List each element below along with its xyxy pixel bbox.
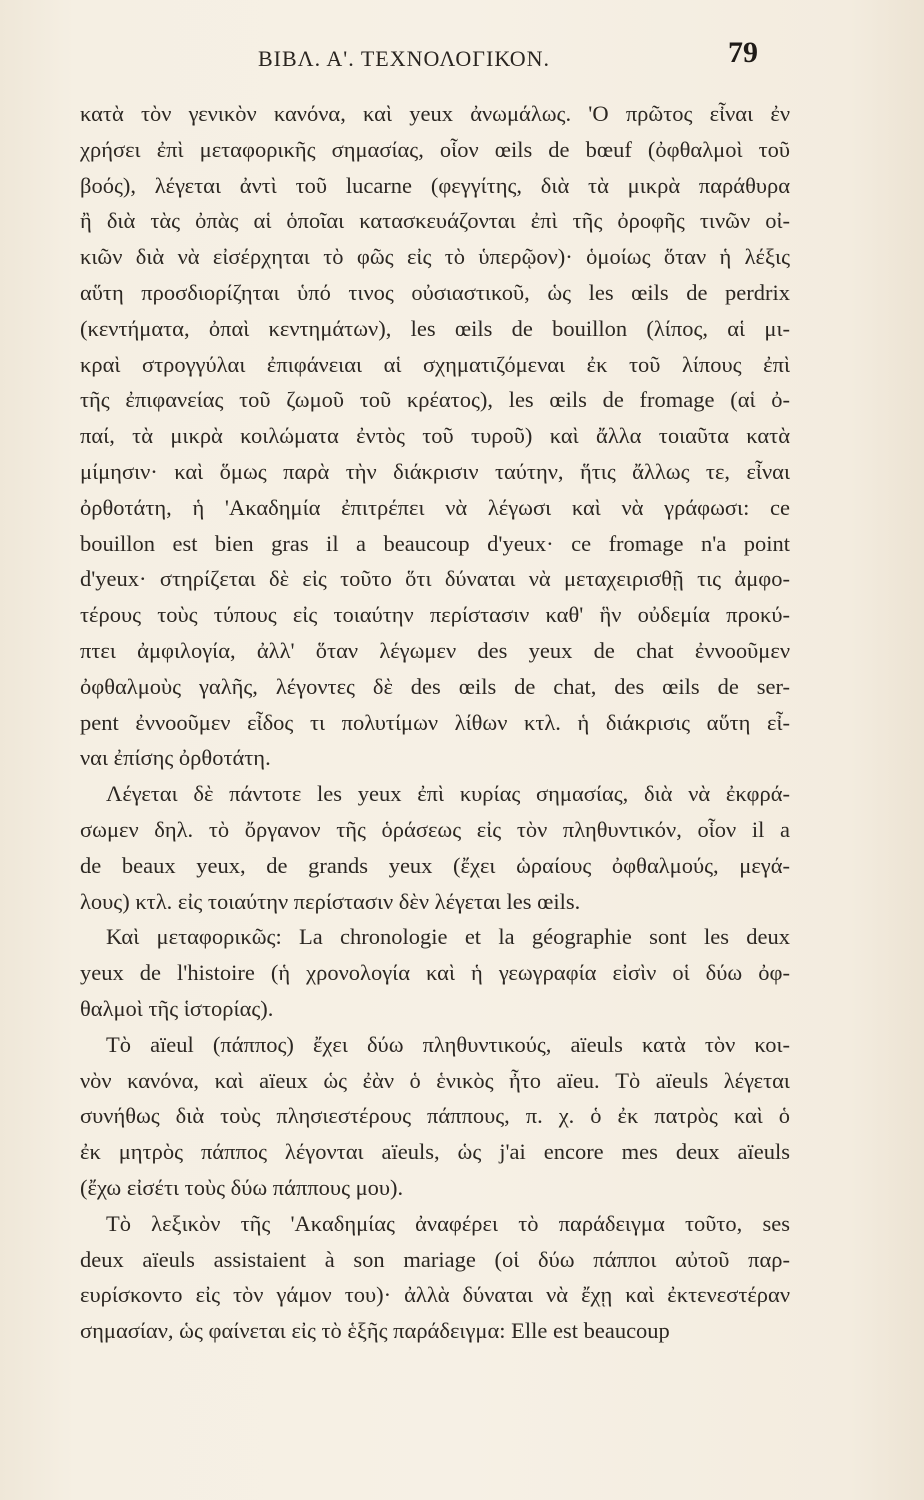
paragraph-3: [80, 919, 790, 1026]
text-line: συνήθως διὰ τοὺς πλησιεστέρους πάππους, π. χ. ὁ ἐκ πατρὸς καὶ ὁ: [80, 1103, 790, 1129]
text-line: ὀρθοτάτη, ἡ 'Ακαδημία ἐπιτρέπει νὰ λέγωσι καὶ νὰ γράφωσι: ce: [80, 494, 790, 520]
text-line: χρήσει ἐπὶ μεταφορικῆς σημασίας, οἷον œils de bœuf (ὀφθαλμοὶ τοῦ: [80, 136, 790, 162]
running-head: ΒΙΒΛ. Α'. ΤΕΧΝΟΛΟΓΙΚΟΝ.: [258, 46, 550, 71]
paragraph-2: [80, 776, 790, 919]
text-line: d'yeux· στηρίζεται δὲ εἰς τοῦτο ὅτι δύναται νὰ μεταχειρισθῇ τις ἀμφο-: [80, 566, 790, 592]
text-line: κιῶν διὰ νὰ εἰσέρχηται τὸ φῶς εἰς τὸ ὑπερῷον)· ὁμοίως ὅταν ἡ λέξις: [80, 244, 790, 270]
text-line: νὸν κανόνα, καὶ aïeux ὡς ἐὰν ὁ ἑνικὸς ἦτο aïeu. Τὸ aïeuls λέγεται: [80, 1067, 790, 1093]
text-line: παί, τὰ μικρὰ κοιλώματα ἐντὸς τοῦ τυροῦ) καὶ ἄλλα τοιαῦτα κατὰ: [80, 423, 790, 449]
text-line: ἐκ μητρὸς πάππος λέγονται aïeuls, ὡς j'ai encore mes deux aïeuls: [80, 1139, 790, 1165]
text-line: τῆς ἐπιφανείας τοῦ ζωμοῦ τοῦ κρέατος), les œils de fromage (αἱ ὀ-: [80, 387, 790, 413]
text-line: Τὸ λεξικὸν τῆς 'Ακαδημίας ἀναφέρει τὸ παράδειγμα τοῦτο, ses: [106, 1210, 790, 1236]
text-line: yeux de l'histoire (ἡ χρονολογία καὶ ἡ γεωγραφία εἰσὶν οἱ δύω ὀφ-: [80, 960, 790, 986]
text-line: πτει ἀμφιλογία, ἀλλ' ὅταν λέγωμεν des yeux de chat ἐννοοῦμεν: [80, 637, 790, 663]
text-line: κατὰ τὸν γενικὸν κανόνα, καὶ yeux ἀνωμάλως. 'Ο πρῶτος εἶναι ἐν: [80, 101, 790, 126]
text-line: ἢ διὰ τὰς ὀπὰς αἱ ὁποῖαι κατασκευάζονται ἐπὶ τῆς ὀροφῆς τινῶν οἰ-: [80, 208, 790, 234]
text-line: Λέγεται δὲ πάντοτε les yeux ἐπὶ κυρίας σημασίας, διὰ νὰ ἐκφρά-: [106, 781, 790, 807]
text-line: Τὸ aïeul (πάππος) ἔχει δύω πληθυντικούς, aïeuls κατὰ τὸν κοι-: [106, 1031, 790, 1057]
page-header: [0, 34, 924, 74]
page-number: 79: [728, 36, 758, 69]
text-line: pent ἐννοοῦμεν εἶδος τι πολυτίμων λίθων κτλ. ἡ διάκρισις αὕτη εἶ-: [80, 709, 790, 735]
text-line: bouillon est bien gras il a beaucoup d'yeux· ce fromage n'a point: [80, 530, 790, 556]
text-line: deux aïeuls assistaient à son mariage (οἱ δύω πάπποι αὐτοῦ παρ-: [80, 1246, 790, 1272]
text-line: ὀφθαλμοὺς γαλῆς, λέγοντες δὲ des œils de chat, des œils de ser-: [80, 673, 790, 699]
text-line: Καὶ μεταφορικῶς: La chronologie et la géographie sont les deux: [106, 924, 790, 950]
text-line: (ἔχω εἰσέτι τοὺς δύω πάππους μου).: [80, 1174, 404, 1200]
text-line: θαλμοὶ τῆς ἱστορίας).: [80, 995, 274, 1021]
text-line: λους) κτλ. εἰς τοιαύτην περίστασιν δὲν λέγεται les œils.: [80, 888, 581, 914]
text-line: σωμεν δηλ. τὸ ὄργανον τῆς ὁράσεως εἰς τὸν πληθυντικόν, οἷον il a: [80, 816, 790, 842]
text-line: βοός), λέγεται ἀντὶ τοῦ lucarne (φεγγίτης, διὰ τὰ μικρὰ παράθυρα: [80, 172, 790, 198]
text-line: de beaux yeux, de grands yeux (ἔχει ὡραίους ὀφθαλμούς, μεγά-: [80, 852, 790, 878]
text-line: τέρους τοὺς τύπους εἰς τοιαύτην περίστασιν καθ' ἣν οὐδεμία προκύ-: [80, 602, 790, 628]
paragraph-5: [80, 1206, 790, 1349]
text-line: ναι ἐπίσης ὀρθοτάτη.: [80, 745, 271, 771]
text-line: κραὶ στρογγύλαι ἐπιφάνειαι αἱ σχηματιζόμεναι ἐκ τοῦ λίπους ἐπὶ: [80, 351, 790, 377]
text-line: μίμησιν· καὶ ὅμως παρὰ τὴν διάκρισιν ταύτην, ἥτις ἄλλως τε, εἶναι: [80, 458, 790, 484]
text-line: (κεντήματα, ὀπαὶ κεντημάτων), les œils de bouillon (λίπος, αἱ μι-: [80, 315, 790, 341]
text-line: αὕτη προσδιορίζηται ὑπό τινος οὐσιαστικοῦ, ὡς les œils de perdrix: [80, 279, 790, 305]
text-line: ευρίσκοντο εἰς τὸν γάμον του)· ἀλλὰ δύναται νὰ ἔχῃ καὶ ἐκτενεστέραν: [80, 1282, 790, 1308]
paragraph-1: [80, 96, 790, 776]
body-text: [80, 96, 790, 1349]
text-line: σημασίαν, ὡς φαίνεται εἰς τὸ ἑξῆς παράδειγμα: Elle est beaucoup: [80, 1318, 670, 1344]
paragraph-4: [80, 1027, 790, 1206]
